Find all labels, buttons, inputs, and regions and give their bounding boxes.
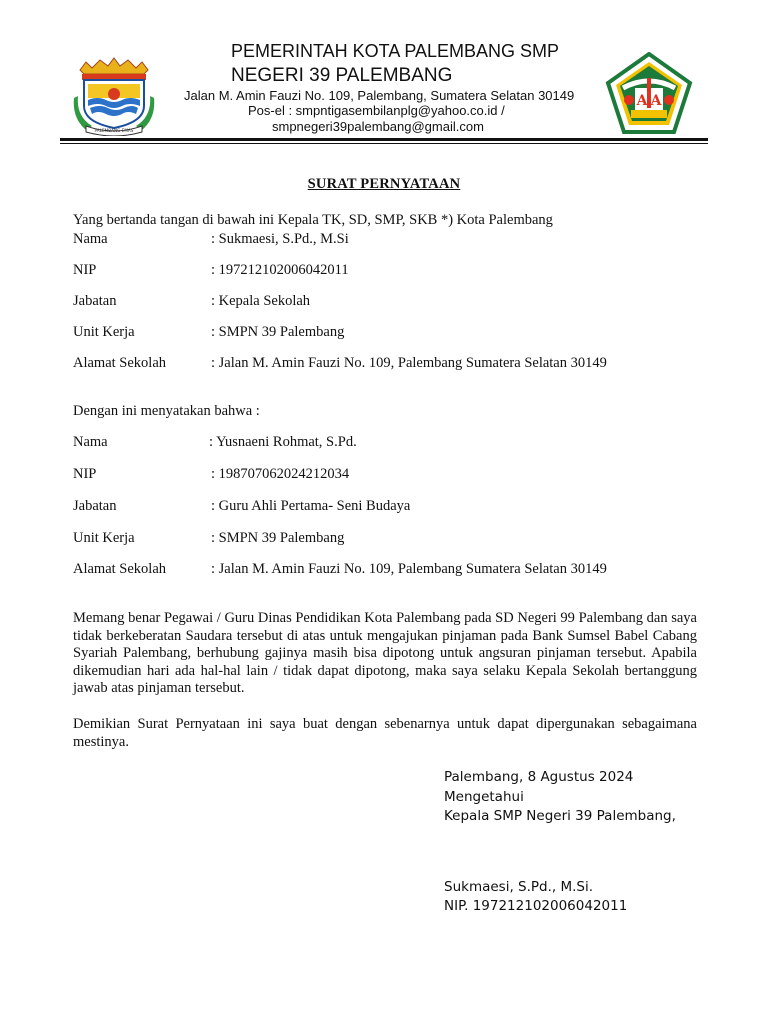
signer-value-unit-kerja: : SMPN 39 Palembang [211, 324, 345, 340]
signer-label-alamat: Alamat Sekolah [73, 355, 167, 371]
signer-label-nip: NIP [73, 262, 97, 278]
signer-value-alamat: : Jalan M. Amin Fauzi No. 109, Palembang Sumatera Selatan 30149 [211, 355, 607, 371]
signer-value-nip: : 197212102006042011 [211, 262, 349, 278]
signer-value-nama: : Sukmaesi, S.Pd., M.Si [211, 231, 349, 247]
letterhead-line2: NEGERI 39 PALEMBANG [231, 65, 453, 86]
subject-value-unit-kerja: : SMPN 39 Palembang [211, 530, 345, 546]
svg-text:A: A [636, 93, 648, 109]
signer-label-nama: Nama [73, 231, 108, 247]
palembang-city-emblem-icon [72, 56, 156, 136]
letterhead-rule-thin [60, 143, 708, 144]
statement-intro: Dengan ini menyatakan bahwa : [73, 403, 260, 419]
signer-value-jabatan: : Kepala Sekolah [211, 293, 311, 309]
subject-value-nip: : 198707062024212034 [211, 466, 350, 482]
school-emblem-icon [605, 52, 693, 136]
signature-position: Kepala SMP Negeri 39 Palembang, [444, 808, 676, 824]
letterhead-address: Jalan M. Amin Fauzi No. 109, Palembang, Sumatera Selatan 30149 [184, 88, 575, 103]
document-title: SURAT PERNYATAAN [307, 176, 461, 192]
body-paragraph: Memang benar Pegawai / Guru Dinas Pendidikan Kota Palembang pada SD Negeri 99 Palembang dan saya tidak berkeberatan Saudara tersebut di atas untuk mengajukan pinjaman pada Bank Sumsel Babel Cabang Syariah Palembang, berhubung gajinya masih bisa dipotong untuk angsuran pinjaman tersebut. Apabila dikemudian hari ada hal-hal lain / tidak dapat dipotong, maka saya selaku Kepala Sekolah bertanggung jawab atas pinjaman tersebut. [73, 610, 697, 697]
subject-label-nip: NIP [73, 466, 97, 482]
subject-value-nama: : Yusnaeni Rohmat, S.Pd. [209, 434, 357, 450]
subject-label-jabatan: Jabatan [73, 498, 117, 514]
signer-label-jabatan: Jabatan [73, 293, 117, 309]
subject-value-jabatan: : Guru Ahli Pertama- Seni Budaya [211, 498, 411, 514]
subject-label-nama: Nama [73, 434, 108, 450]
subject-label-alamat: Alamat Sekolah [73, 561, 167, 577]
signer-label-unit-kerja: Unit Kerja [73, 324, 135, 340]
emblem-motto: PALEMBANG EMAS [94, 128, 134, 133]
signature-place-date: Palembang, 8 Agustus 2024 [444, 769, 634, 785]
signature-acknowledged: Mengetahui [444, 789, 524, 805]
closing-paragraph: Demikian Surat Pernyataan ini saya buat dengan sebenarnya untuk dapat dipergunakan sebagaimana mestinya. [73, 716, 697, 750]
letterhead-email-line2: smpnegeri39palembang@gmail.com [272, 119, 484, 134]
subject-label-unit-kerja: Unit Kerja [73, 530, 135, 546]
signature-name: Sukmaesi, S.Pd., M.Si. [444, 879, 594, 895]
signature-nip: NIP. 197212102006042011 [444, 898, 628, 914]
letterhead-rule-thick [60, 138, 708, 141]
subject-value-alamat: : Jalan M. Amin Fauzi No. 109, Palembang Sumatera Selatan 30149 [211, 561, 607, 577]
letterhead-line1: PEMERINTAH KOTA PALEMBANG SMP [231, 41, 560, 61]
letterhead-email-line1: Pos-el : smpntigasembilanplg@yahoo.co.id / [248, 103, 505, 118]
svg-text:A: A [650, 93, 662, 109]
intro-text: Yang bertanda tangan di bawah ini Kepala TK, SD, SMP, SKB *) Kota Palembang [73, 212, 553, 228]
